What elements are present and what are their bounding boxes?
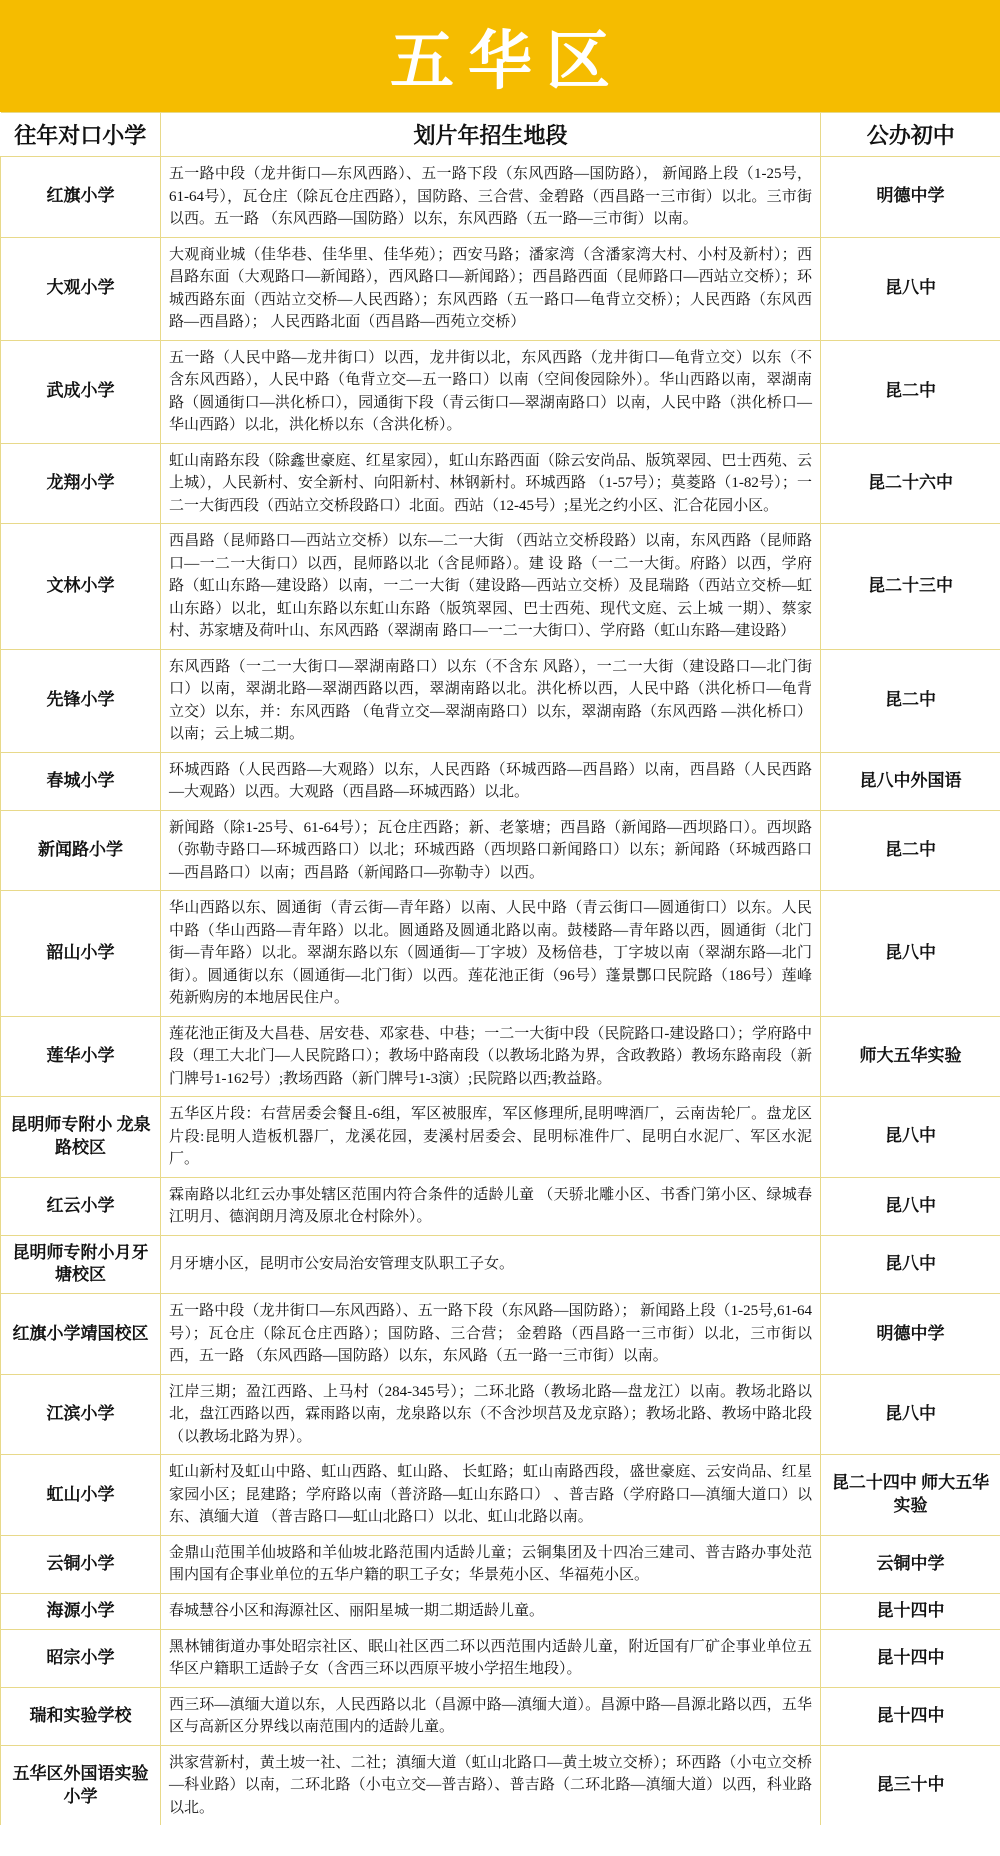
cell-enrollment-area: 环城西路（人民西路—大观路）以东，人民西路（环城西路—西昌路）以南，西昌路（人民西路—大观路）以西。大观路（西昌路—环城西路）以北。 — [161, 752, 821, 810]
table-row — [1, 1374, 1000, 1455]
cell-primary-school: 红云小学 — [1, 1177, 161, 1235]
cell-enrollment-area: 洪家营新村，黄土坡一社、二社；滇缅大道（虹山北路口—黄土坡立交桥）；环西路（小屯立交桥—科业路）以南，二环北路（小屯立交—普吉路）、普吉路（二环北路—滇缅大道）以西，科业路以北。 — [161, 1745, 821, 1825]
cell-primary-school: 江滨小学 — [1, 1374, 161, 1455]
cell-public-junior-high: 云铜中学 — [821, 1535, 1000, 1593]
cell-enrollment-area: 虹山南路东段（除鑫世豪庭、红星家园），虹山东路西面（除云安尚品、版筑翠园、巴士西苑、云上城），人民新村、安全新村、向阳新村、林钢新村。环城西路 （1-57号）；莫菱路（1-82号）；一二一大街西段（西站立交桥段路口）北面。西站（12-45号）;星光之约小区、汇合花园小区。 — [161, 443, 821, 524]
cell-primary-school: 红旗小学靖国校区 — [1, 1294, 161, 1375]
cell-public-junior-high: 昆八中 — [821, 237, 1000, 340]
cell-public-junior-high: 昆八中 — [821, 1374, 1000, 1455]
cell-public-junior-high: 昆八中 — [821, 1097, 1000, 1178]
table-row — [1, 1629, 1000, 1687]
cell-public-junior-high: 昆十四中 — [821, 1687, 1000, 1745]
table-row — [1, 1687, 1000, 1745]
cell-enrollment-area: 大观商业城（佳华巷、佳华里、佳华苑）；西安马路；潘家湾（含潘家湾大村、小村及新村）；西昌路东面（大观路口—新闻路），西风路口—新闻路）；西昌路西面（昆师路口—西站立交桥）；环城西路东面（西站立交桥—人民西路）；东风西路（五一路口—龟背立交桥）；人民西路（东风西路—西昌路）； 人民西路北面（西昌路—西苑立交桥） — [161, 237, 821, 340]
enrollment-table — [0, 112, 1000, 1825]
cell-enrollment-area: 西昌路（昆师路口—西站立交桥）以东—二一大街 （西站立交桥段路）以南，东风西路（昆师路口—一二一大街口）以西，昆师路以北（含昆师路）。建 设 路（一二一大街。府路）以西，学府路（虹山东路—建设路）以南，一二一大街（建设路—西站立交桥）及昆瑞路（西站立交桥—虹山东路）以北，虹山东路以东虹山东路（版筑翠园、巴士西苑、现代文庭、云上城 一期）、蔡家村、苏家塘及荷叶山、东风西路（翠湖南 路口—一二一大街口）、学府路（虹山东路—建设路） — [161, 524, 821, 650]
cell-public-junior-high: 昆八中 — [821, 891, 1000, 1017]
cell-enrollment-area: 华山西路以东、圆通街（青云街—青年路）以南、人民中路（青云街口—圆通街口）以东。人民中路（华山西路—青年路）以北。圆通路及圆通北路以南。鼓楼路—青年路以西，圆通街（北门街—青年路）以北。翠湖东路以东（圆通街—丁字坡）及杨倍巷，丁字坡以南（翠湖东路—北门街）。圆通街以东（圆通街—北门街）以西。莲花池正街（96号）蓬景酆口民院路（186号）莲峰 苑新购房的本地居民住户。 — [161, 891, 821, 1017]
table-row — [1, 1455, 1000, 1536]
cell-enrollment-area: 虹山新村及虹山中路、虹山西路、虹山路、 长虹路；虹山南路西段，盛世豪庭、云安尚品、红星家园小区；昆建路；学府路以南（普济路—虹山东路口） 、普吉路（学府路口—滇缅大道口）以东、滇缅大道 （普吉路口—虹山北路口）以北、虹山北路以南。 — [161, 1455, 821, 1536]
column-header-public-junior-high: 公办初中 — [821, 113, 1000, 157]
cell-primary-school: 海源小学 — [1, 1593, 161, 1629]
table-row — [1, 1593, 1000, 1629]
cell-enrollment-area: 金鼎山范围羊仙坡路和羊仙坡北路范围内适龄儿童；云铜集团及十四冶三建司、普吉路办事处范围内国有企事业单位的五华户籍的职工子女；华景苑小区、华福苑小区。 — [161, 1535, 821, 1593]
cell-public-junior-high: 昆二中 — [821, 340, 1000, 443]
table-row — [1, 752, 1000, 810]
cell-primary-school: 昆明师专附小 龙泉路校区 — [1, 1097, 161, 1178]
title-banner — [0, 0, 1000, 112]
cell-primary-school: 五华区外国语实验小学 — [1, 1745, 161, 1825]
cell-public-junior-high: 昆十四中 — [821, 1629, 1000, 1687]
cell-public-junior-high: 明德中学 — [821, 1294, 1000, 1375]
cell-primary-school: 云铜小学 — [1, 1535, 161, 1593]
cell-public-junior-high: 昆八中外国语 — [821, 752, 1000, 810]
cell-primary-school: 文林小学 — [1, 524, 161, 650]
table-row — [1, 1294, 1000, 1375]
cell-primary-school: 昆明师专附小月牙塘校区 — [1, 1235, 161, 1294]
table-row — [1, 1535, 1000, 1593]
cell-enrollment-area: 五一路中段（龙井街口—东风西路）、五一路下段（东风路—国防路）； 新闻路上段（1-25号,61-64号）；瓦仓庄（除瓦仓庄西路）；国防路、三合营； 金碧路（西昌路一三市街）以北，三市街以西，五一路 （东风西路—国防路）以东，东风路（五一路一三市街）以南。 — [161, 1294, 821, 1375]
table-row — [1, 1235, 1000, 1294]
column-header-primary-school: 往年对口小学 — [1, 113, 161, 157]
cell-public-junior-high: 昆三十中 — [821, 1745, 1000, 1825]
table-header-row — [1, 113, 1000, 157]
cell-public-junior-high: 明德中学 — [821, 157, 1000, 238]
cell-primary-school: 红旗小学 — [1, 157, 161, 238]
cell-primary-school: 新闻路小学 — [1, 810, 161, 891]
cell-public-junior-high: 师大五华实验 — [821, 1016, 1000, 1097]
cell-primary-school: 先锋小学 — [1, 649, 161, 752]
table-row — [1, 1097, 1000, 1178]
cell-public-junior-high: 昆二十三中 — [821, 524, 1000, 650]
cell-public-junior-high: 昆十四中 — [821, 1593, 1000, 1629]
cell-primary-school: 大观小学 — [1, 237, 161, 340]
cell-primary-school: 昭宗小学 — [1, 1629, 161, 1687]
cell-primary-school: 韶山小学 — [1, 891, 161, 1017]
cell-primary-school: 莲华小学 — [1, 1016, 161, 1097]
cell-enrollment-area: 五一路中段（龙井街口—东风西路）、五一路下段（东风西路—国防路）， 新闻路上段（1-25号，61-64号），瓦仓庄（除瓦仓庄西路），国防路、三合营、金碧路（西昌路一三市街）以北。三市街以西。五一路 （东风西路—国防路）以东，东风西路（五一路—三市街）以南。 — [161, 157, 821, 238]
cell-enrollment-area: 五一路（人民中路—龙井街口）以西，龙井街以北，东风西路（龙井街口—龟背立交）以东（不含东风西路），人民中路（龟背立交—五一路口）以南（空间俊园除外）。华山西路以南，翠湖南路（圆通街口—洪化桥口），园通街下段（青云街口—翠湖南路口）以南，人民中路（洪化桥口—华山西路）以北，洪化桥以东（含洪化桥）。 — [161, 340, 821, 443]
table-row — [1, 1745, 1000, 1825]
cell-public-junior-high: 昆二中 — [821, 649, 1000, 752]
cell-enrollment-area: 西三环—滇缅大道以东，人民西路以北（昌源中路—滇缅大道）。昌源中路—昌源北路以西，五华区与高新区分界线以南范围内的适龄儿童。 — [161, 1687, 821, 1745]
cell-public-junior-high: 昆二十四中 师大五华实验 — [821, 1455, 1000, 1536]
cell-enrollment-area: 黑林铺街道办事处昭宗社区、眠山社区西二环以西范围内适龄儿童，附近国有厂矿企事业单位五华区户籍职工适龄子女（含西三环以西原平坡小学招生地段）。 — [161, 1629, 821, 1687]
cell-enrollment-area: 春城慧谷小区和海源社区、丽阳星城一期二期适龄儿童。 — [161, 1593, 821, 1629]
cell-enrollment-area: 东风西路（一二一大街口—翠湖南路口）以东（不含东 风路），一二一大街（建设路口—北门街口）以南，翠湖北路—翠湖西路以西，翠湖南路以北。洪化桥以西，人民中路（洪化桥口—龟背立交）以东，并：东风西路 （龟背立交—翠湖南路口）以东，翠湖南路（东风西路 —洪化桥口）以南；云上城二期。 — [161, 649, 821, 752]
column-header-enrollment-area: 划片年招生地段 — [161, 113, 821, 157]
cell-enrollment-area: 月牙塘小区，昆明市公安局治安管理支队职工子女。 — [161, 1235, 821, 1294]
cell-primary-school: 龙翔小学 — [1, 443, 161, 524]
cell-enrollment-area: 五华区片段：右营居委会餐且-6组，军区被服库，军区修理所,昆明啤酒厂，云南齿轮厂。盘龙区片段:昆明人造板机器厂，龙溪花园，麦溪村居委会、昆明标准件厂、昆明白水泥厂、军区水泥厂。 — [161, 1097, 821, 1178]
table-body — [1, 157, 1000, 1826]
table-row — [1, 237, 1000, 340]
table-row — [1, 1016, 1000, 1097]
table-row — [1, 157, 1000, 238]
cell-enrollment-area: 江岸三期；盈江西路、上马村（284-345号）；二环北路（教场北路—盘龙江）以南。教场北路以北，盘江西路以西，霖雨路以南，龙泉路以东（不含沙坝莒及龙京路）；教场北路、教场中路北段（以教场北路为界）。 — [161, 1374, 821, 1455]
cell-primary-school: 春城小学 — [1, 752, 161, 810]
cell-enrollment-area: 霖南路以北红云办事处辖区范围内符合条件的适龄儿童 （天骄北雕小区、书香门第小区、绿城春江明月、德润朗月湾及原北仓村除外）。 — [161, 1177, 821, 1235]
table-header — [1, 113, 1000, 157]
cell-primary-school: 瑞和实验学校 — [1, 1687, 161, 1745]
cell-public-junior-high: 昆二十六中 — [821, 443, 1000, 524]
cell-enrollment-area: 莲花池正街及大昌巷、居安巷、邓家巷、中巷；一二一大街中段（民院路口-建设路口）；学府路中段（理工大北门—人民院路口）；教场中路南段（以教场北路为界，含政教路）教场东路南段（新门牌号1-162号）;教场西路（新门牌号1-3演）;民院路以西;教益路。 — [161, 1016, 821, 1097]
table-row — [1, 649, 1000, 752]
table-row — [1, 891, 1000, 1017]
cell-public-junior-high: 昆八中 — [821, 1235, 1000, 1294]
table-row — [1, 524, 1000, 650]
cell-public-junior-high: 昆八中 — [821, 1177, 1000, 1235]
table-row — [1, 443, 1000, 524]
cell-primary-school: 虹山小学 — [1, 1455, 161, 1536]
cell-enrollment-area: 新闻路（除1-25号、61-64号）；瓦仓庄西路；新、老篆塘；西昌路（新闻路—西坝路口）。西坝路（弥勒寺路口—环城西路口）以北；环城西路（西坝路口新闻路口）以东；新闻路（环城西路口—西昌路口）以南；西昌路（新闻路口—弥勒寺）以西。 — [161, 810, 821, 891]
cell-public-junior-high: 昆二中 — [821, 810, 1000, 891]
table-row — [1, 340, 1000, 443]
page-title: 五华区 — [390, 26, 624, 97]
table-row — [1, 1177, 1000, 1235]
cell-primary-school: 武成小学 — [1, 340, 161, 443]
table-row — [1, 810, 1000, 891]
